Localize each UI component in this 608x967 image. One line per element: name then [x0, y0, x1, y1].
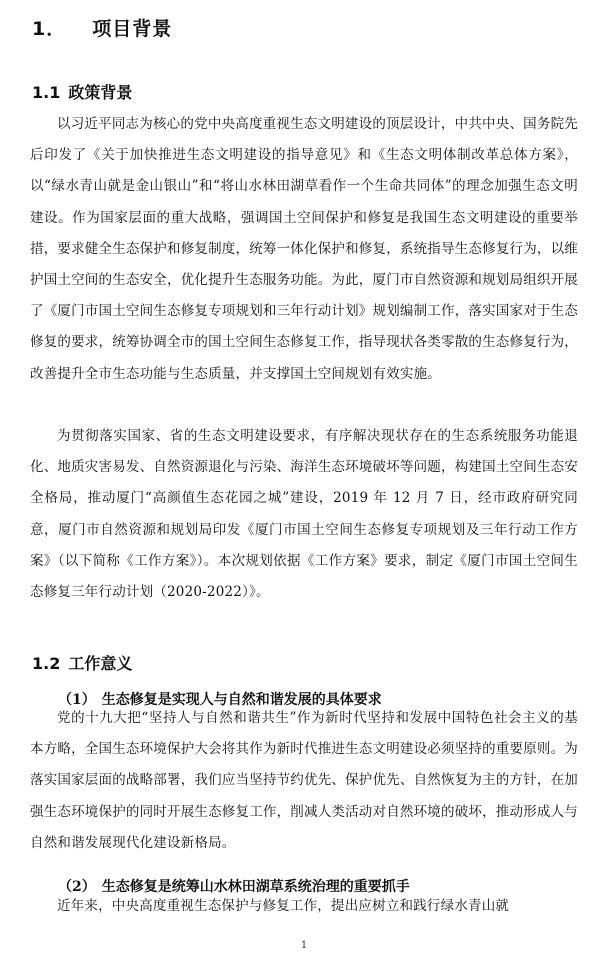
section-heading	[32, 14, 172, 41]
paragraph-significance-2: 近年来，中央高度重视生态保护与修复工作，提出应树立和践行绿水青山就	[57, 898, 510, 914]
paragraph-significance-1: 党的十九大把“坚持人与自然和谐共生”作为新时代坚持和发展中国特色社会主义的基本方略，全国生态环境保护大会将其作为新时代推进生态文明建设必须坚持的重要原则。为落实国家层面的战略部署，我们应当坚持节约优先、保护优先、自然恢复为主的方针，在加强生态环境保护的同时开展生态修复工作，削减人类活动对自然环境的破坏，推动形成人与自然和谐发展现代化建设新格局。	[30, 710, 578, 851]
subheading-title: 生态修复是统筹山水林田湖草系统治理的重要抓手	[101, 879, 410, 895]
subsection-heading-significance	[32, 651, 132, 674]
subsection-title: 政策背景	[68, 83, 133, 102]
paragraph-policy-2: 为贯彻落实国家、省的生态文明建设要求，有序解决现状存在的生态系统服务功能退化、地质灾害易发、自然资源退化与污染、海洋生态环境破坏等问题，构建国土空间生态安全格局，推动厦门“高颜值生态花园之城”建设，2019 年 12 月 7 日，经市政府研究同意，厦门市自然资源和规划局印发《厦门市国土空间生态修复专项规划及三年行动工作方案》（以下简称《工作方案》）。本次规划依据《工作方案》要求，制定《厦门市国土空间生态修复三年行动计划（2020-2022）》。	[30, 428, 578, 601]
subsection-title: 工作意义	[68, 654, 133, 673]
subsection-heading-policy	[32, 80, 132, 103]
subheading-number: （2）	[58, 879, 96, 895]
paragraph-policy-1: 以习近平同志为核心的党中央高度重视生态文明建设的顶层设计，中共中央、国务院先后印发了《关于加快推进生态文明建设的指导意见》和《生态文明体制改革总体方案》，以“绿水青山就是金山银山”和“将山水林田湖草看作一个生命共同体”的理念加强生态文明建设。作为国家层面的重大战略，强调国土空间保护和修复是我国生态文明建设的重要举措，要求健全生态保护和修复制度，统筹一体化保护和修复，系统指导生态修复行为，以维护国土空间的生态安全，优化提升生态服务功能。为此，厦门市自然资源和规划局组织开展了《厦门市国土空间生态修复专项规划和三年行动计划》规划编制工作，落实国家对于生态修复的要求，统筹协调全市的国土空间生态修复工作，指导现状各类零散的生态修复行为，改善提升全市生态功能与生态质量，并支撑国土空间规划有效实施。	[30, 116, 578, 382]
subheading-number: （1）	[58, 692, 96, 708]
subsection-number: 1.2	[32, 654, 61, 673]
page-number: 1	[300, 940, 308, 951]
subsection-number: 1.1	[32, 83, 61, 102]
subheading-title: 生态修复是实现人与自然和谐发展的具体要求	[101, 692, 382, 708]
section-number: 1．	[32, 18, 67, 40]
section-title: 项目背景	[92, 18, 173, 40]
